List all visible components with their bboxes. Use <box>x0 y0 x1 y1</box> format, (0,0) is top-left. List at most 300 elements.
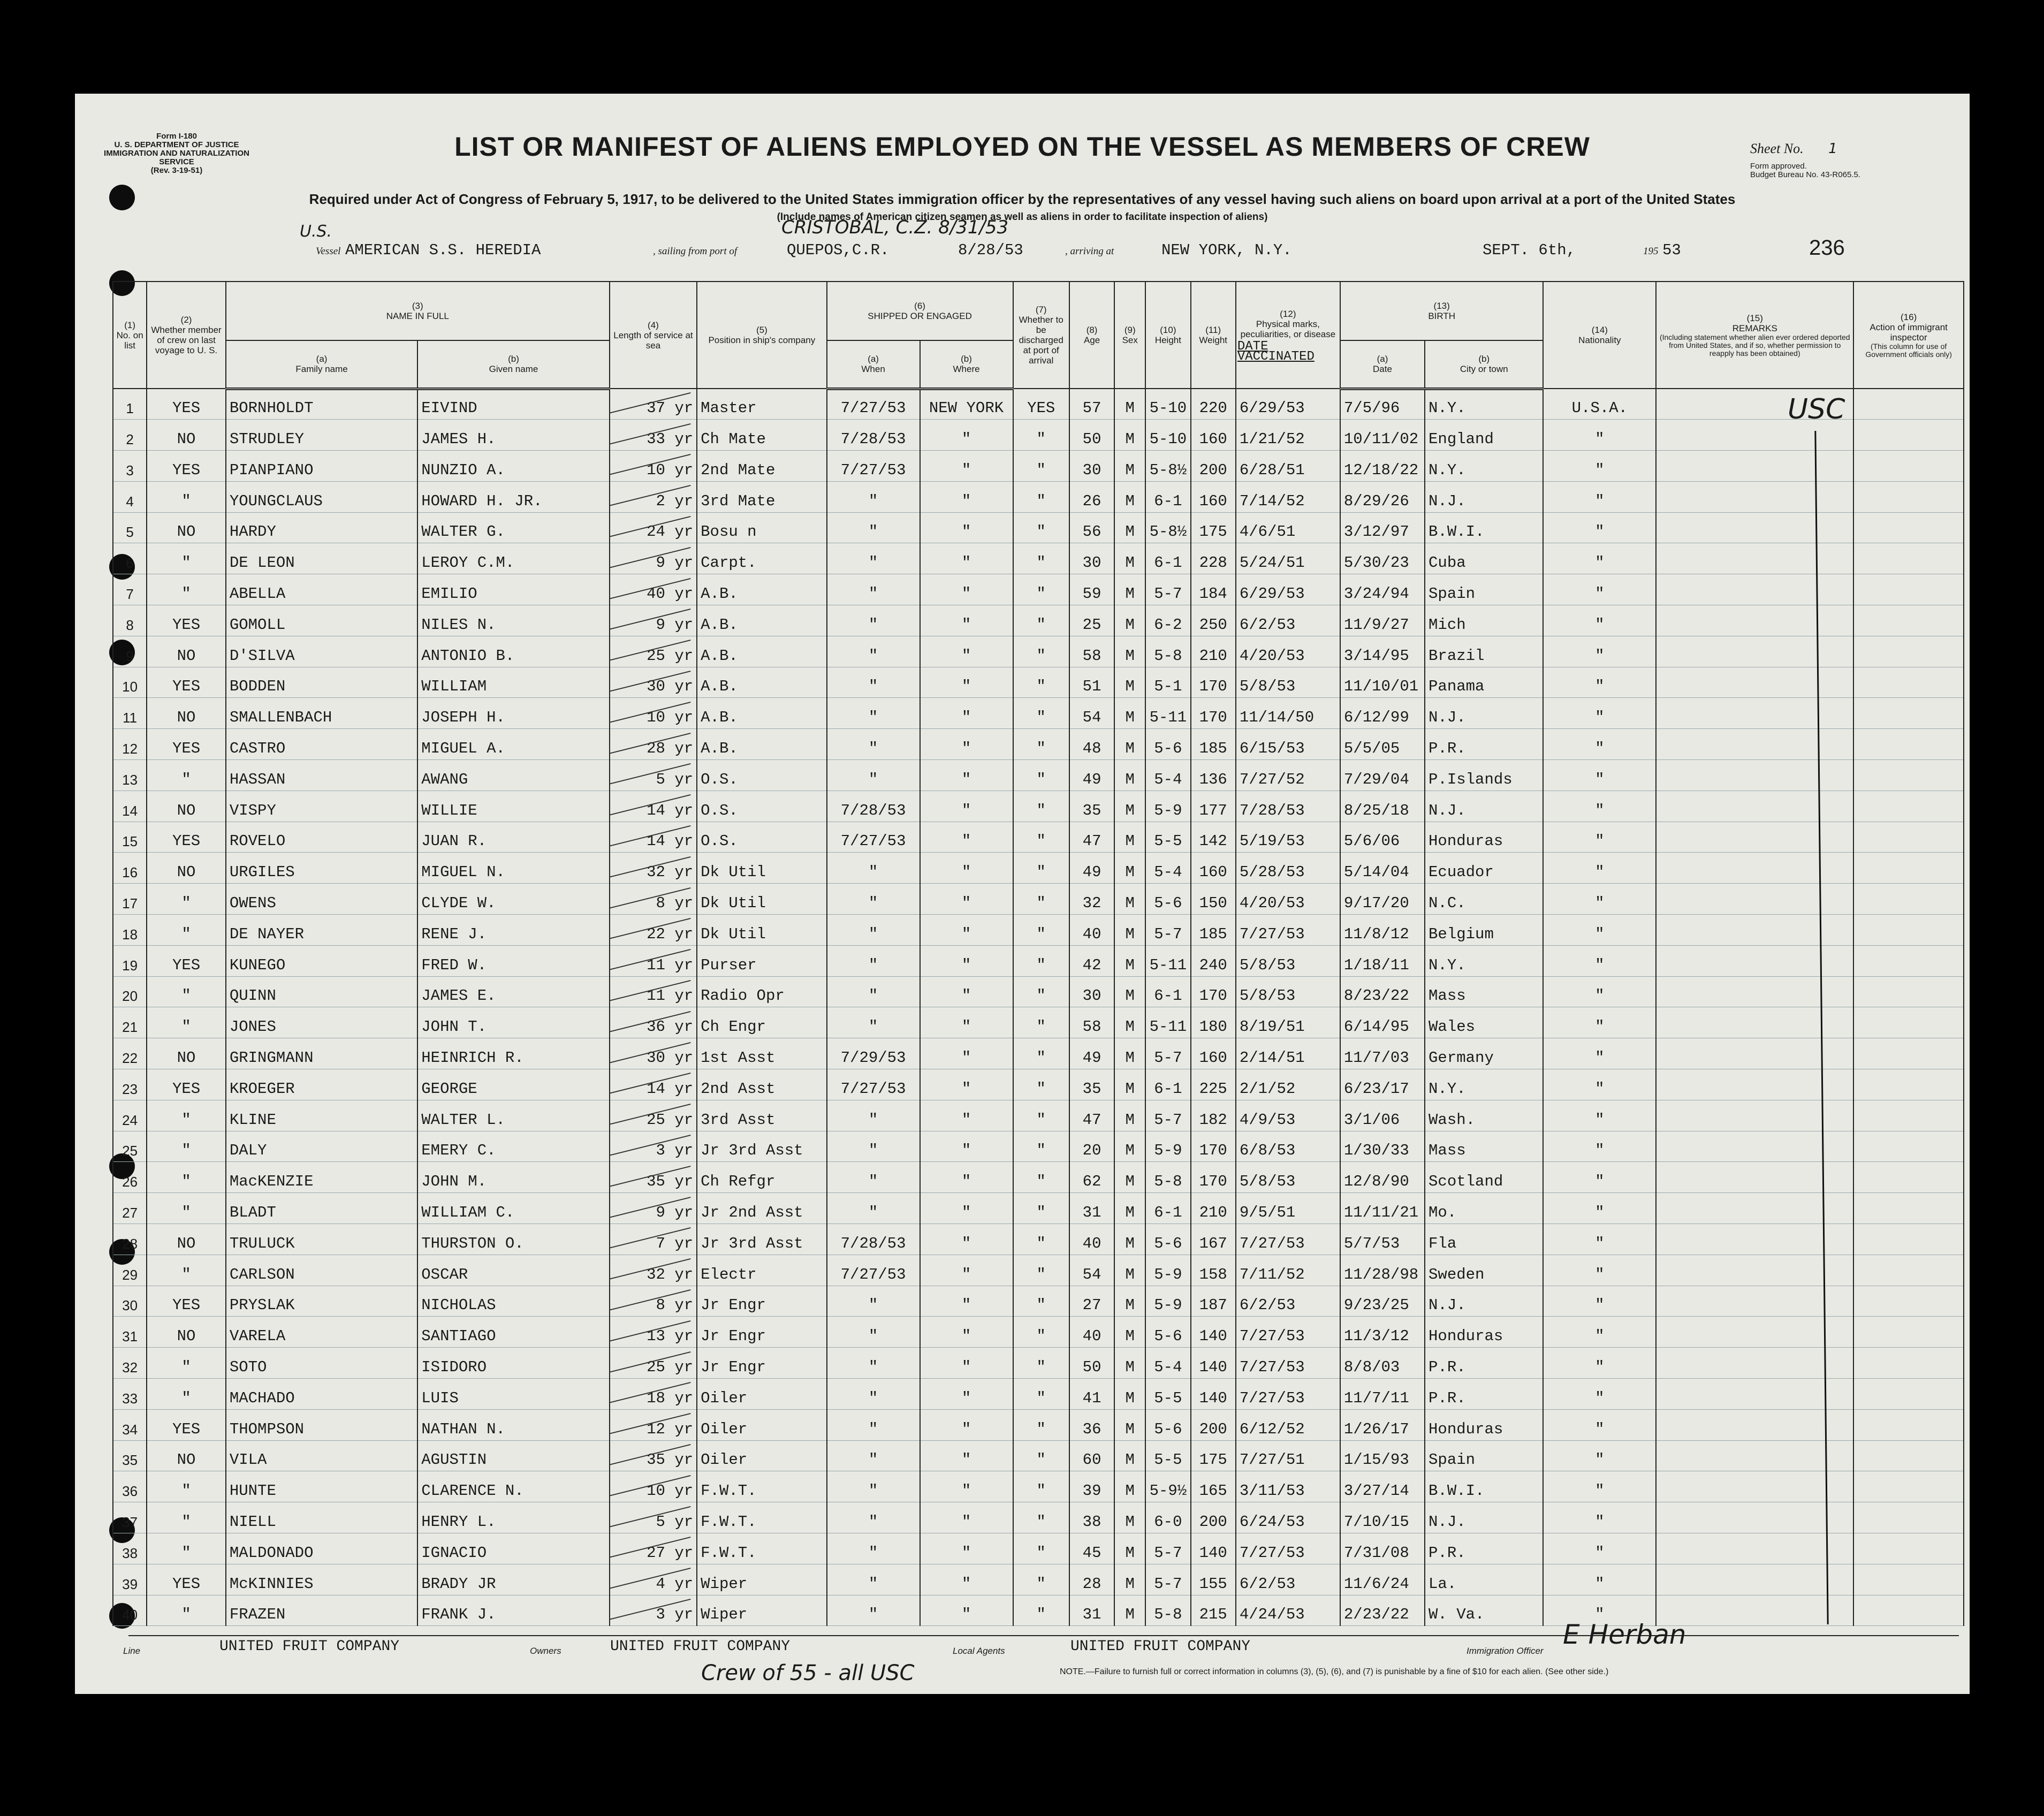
cell-length-of-service: 4 yr <box>610 1564 697 1595</box>
cell-last-voyage: YES <box>147 1286 226 1317</box>
column-header-height: (10) Height <box>1145 282 1190 389</box>
cell-position: Carpt. <box>697 543 826 574</box>
cell-family-name: CASTRO <box>226 729 417 760</box>
manifest-sheet <box>75 94 1970 1694</box>
cell-discharged: " <box>1013 760 1069 791</box>
cell-given-name: LEROY C.M. <box>417 543 609 574</box>
cell-shipped-when: " <box>827 853 920 884</box>
table-row <box>113 1100 1964 1131</box>
cell-height: 6-1 <box>1145 481 1190 512</box>
cell-position: Wiper <box>697 1595 826 1626</box>
column-header-physical-marks: (12) Physical marks, peculiarities, or disease DATE VACCINATED <box>1236 282 1340 389</box>
cell-length-of-service: 32 yr <box>610 1255 697 1286</box>
cell-last-voyage: YES <box>147 1409 226 1440</box>
cell-position: Jr Engr <box>697 1348 826 1379</box>
cell-nationality: " <box>1543 1533 1656 1564</box>
cell-given-name: EMERY C. <box>417 1131 609 1162</box>
cell-weight: 170 <box>1191 976 1236 1007</box>
cell-birth-date: 7/29/04 <box>1340 760 1425 791</box>
cell-remarks <box>1656 451 1853 482</box>
cell-height: 6-2 <box>1145 605 1190 636</box>
cell-height: 5-7 <box>1145 574 1190 605</box>
table-row <box>113 1502 1964 1533</box>
cell-age: 31 <box>1069 1595 1114 1626</box>
cell-length-of-service: 37 yr <box>610 389 697 420</box>
cell-row-number: 26 <box>113 1162 147 1193</box>
cell-discharged: " <box>1013 512 1069 543</box>
form-approval <box>1750 162 1860 179</box>
cell-shipped-when: " <box>827 1379 920 1410</box>
cell-nationality: " <box>1543 915 1656 946</box>
cell-birth-city: N.Y. <box>1425 389 1543 420</box>
cell-family-name: PIANPIANO <box>226 451 417 482</box>
cell-shipped-where: " <box>920 1440 1013 1471</box>
cell-shipped-where: " <box>920 1100 1013 1131</box>
cell-row-number: 38 <box>113 1533 147 1564</box>
cell-sex: M <box>1114 976 1145 1007</box>
cell-remarks <box>1656 822 1853 853</box>
cell-sex: M <box>1114 574 1145 605</box>
cell-last-voyage: NO <box>147 420 226 451</box>
cell-length-of-service: 25 yr <box>610 1100 697 1131</box>
cell-birth-city: N.J. <box>1425 481 1543 512</box>
cell-family-name: D'SILVA <box>226 636 417 667</box>
cell-nationality: " <box>1543 667 1656 698</box>
cell-family-name: McKINNIES <box>226 1564 417 1595</box>
cell-row-number: 15 <box>113 822 147 853</box>
cell-row-number: 24 <box>113 1100 147 1131</box>
cell-position: Ch Mate <box>697 420 826 451</box>
cell-family-name: VARELA <box>226 1317 417 1348</box>
cell-shipped-when: " <box>827 729 920 760</box>
cell-birth-date: 12/8/90 <box>1340 1162 1425 1193</box>
cell-date-vaccinated: 5/8/53 <box>1236 667 1340 698</box>
cell-shipped-when: 7/27/53 <box>827 389 920 420</box>
cell-shipped-when: " <box>827 760 920 791</box>
cell-given-name: JOHN M. <box>417 1162 609 1193</box>
cell-shipped-where: NEW YORK <box>920 389 1013 420</box>
cell-height: 5-8½ <box>1145 451 1190 482</box>
cell-position: A.B. <box>697 698 826 729</box>
cell-row-number: 4 <box>113 481 147 512</box>
table-row <box>113 1038 1964 1069</box>
cell-age: 45 <box>1069 1533 1114 1564</box>
cell-shipped-when: " <box>827 1409 920 1440</box>
cell-height: 5-7 <box>1145 1533 1190 1564</box>
cell-height: 5-5 <box>1145 1440 1190 1471</box>
cell-weight: 220 <box>1191 389 1236 420</box>
cell-remarks <box>1656 1100 1853 1131</box>
cell-birth-city: Scotland <box>1425 1162 1543 1193</box>
column-header-birth: (13) BIRTH <box>1340 282 1544 340</box>
cell-height: 5-8½ <box>1145 512 1190 543</box>
cell-birth-date: 11/6/24 <box>1340 1564 1425 1595</box>
cell-shipped-where: " <box>920 1595 1013 1626</box>
cell-sex: M <box>1114 481 1145 512</box>
cell-row-number: 30 <box>113 1286 147 1317</box>
cell-birth-city: Sweden <box>1425 1255 1543 1286</box>
cell-weight: 215 <box>1191 1595 1236 1626</box>
cell-birth-date: 1/30/33 <box>1340 1131 1425 1162</box>
cell-weight: 140 <box>1191 1348 1236 1379</box>
cell-shipped-when: " <box>827 945 920 976</box>
cell-date-vaccinated: 1/21/52 <box>1236 420 1340 451</box>
cell-age: 40 <box>1069 1317 1114 1348</box>
cell-date-vaccinated: 7/27/53 <box>1236 1379 1340 1410</box>
cell-height: 5-6 <box>1145 1409 1190 1440</box>
table-row <box>113 853 1964 884</box>
cell-length-of-service: 22 yr <box>610 915 697 946</box>
cell-birth-city: Fla <box>1425 1224 1543 1255</box>
cell-shipped-when: 7/27/53 <box>827 822 920 853</box>
cell-given-name: RENE J. <box>417 915 609 946</box>
cell-row-number: 27 <box>113 1193 147 1224</box>
cell-sex: M <box>1114 636 1145 667</box>
cell-birth-city: B.W.I. <box>1425 1471 1543 1502</box>
cell-position: A.B. <box>697 729 826 760</box>
cell-last-voyage: " <box>147 1100 226 1131</box>
cell-discharged: " <box>1013 945 1069 976</box>
cell-sex: M <box>1114 1533 1145 1564</box>
local-agents-label: Local Agents <box>953 1646 1005 1656</box>
cell-birth-city: Mass <box>1425 976 1543 1007</box>
cell-discharged: " <box>1013 915 1069 946</box>
cell-length-of-service: 30 yr <box>610 667 697 698</box>
cell-inspector-action <box>1853 1286 1964 1317</box>
cell-date-vaccinated: 7/27/53 <box>1236 1317 1340 1348</box>
cell-given-name: JOSEPH H. <box>417 698 609 729</box>
column-header-remarks: (15) REMARKS (Including statement whether alien ever ordered deported from United States, and if so, whether permission to reapply has been obtained) <box>1656 282 1853 389</box>
cell-inspector-action <box>1853 698 1964 729</box>
cell-age: 58 <box>1069 1007 1114 1038</box>
page-number: 236 <box>1809 236 1845 260</box>
service-name: IMMIGRATION AND NATURALIZATION SERVICE <box>104 149 249 166</box>
cell-length-of-service: 11 yr <box>610 945 697 976</box>
cell-last-voyage: " <box>147 884 226 915</box>
cell-row-number: 21 <box>113 1007 147 1038</box>
cell-nationality: " <box>1543 451 1656 482</box>
cell-shipped-when: " <box>827 1317 920 1348</box>
cell-birth-city: Wash. <box>1425 1100 1543 1131</box>
cell-inspector-action <box>1853 1595 1964 1626</box>
cell-position: F.W.T. <box>697 1533 826 1564</box>
cell-birth-city: P.R. <box>1425 1533 1543 1564</box>
budget-bureau-number: Budget Bureau No. 43-R065.5. <box>1750 170 1860 179</box>
cell-remarks <box>1656 976 1853 1007</box>
cell-weight: 175 <box>1191 1440 1236 1471</box>
cell-weight: 200 <box>1191 1502 1236 1533</box>
cell-family-name: BODDEN <box>226 667 417 698</box>
cell-date-vaccinated: 7/27/51 <box>1236 1440 1340 1471</box>
cell-weight: 140 <box>1191 1317 1236 1348</box>
cell-family-name: NIELL <box>226 1502 417 1533</box>
inspector-mark-handwritten: USC <box>1788 393 1845 425</box>
cell-age: 49 <box>1069 1038 1114 1069</box>
cell-family-name: SOTO <box>226 1348 417 1379</box>
cell-weight: 200 <box>1191 1409 1236 1440</box>
cell-weight: 170 <box>1191 667 1236 698</box>
cell-row-number: 22 <box>113 1038 147 1069</box>
cell-height: 5-5 <box>1145 1379 1190 1410</box>
inclusion-note: (Include names of American citizen seamen as well as aliens in order to facilitate inspection of aliens) <box>777 211 1268 223</box>
cell-sex: M <box>1114 1409 1145 1440</box>
cell-shipped-when: " <box>827 605 920 636</box>
cell-weight: 160 <box>1191 420 1236 451</box>
cell-given-name: AWANG <box>417 760 609 791</box>
cell-weight: 187 <box>1191 1286 1236 1317</box>
table-row <box>113 698 1964 729</box>
cell-nationality: " <box>1543 822 1656 853</box>
cell-position: Jr 2nd Asst <box>697 1193 826 1224</box>
cell-discharged: " <box>1013 1379 1069 1410</box>
cell-given-name: NILES N. <box>417 605 609 636</box>
cell-weight: 170 <box>1191 1162 1236 1193</box>
cell-birth-date: 5/7/53 <box>1340 1224 1425 1255</box>
cell-last-voyage: " <box>147 760 226 791</box>
cell-given-name: MIGUEL A. <box>417 729 609 760</box>
cell-shipped-where: " <box>920 636 1013 667</box>
column-header-nationality: (14) Nationality <box>1543 282 1656 389</box>
cell-nationality: " <box>1543 1286 1656 1317</box>
cell-position: O.S. <box>697 822 826 853</box>
cell-shipped-when: " <box>827 1286 920 1317</box>
cell-position: 1st Asst <box>697 1038 826 1069</box>
cell-date-vaccinated: 4/20/53 <box>1236 884 1340 915</box>
cell-nationality: " <box>1543 945 1656 976</box>
cell-length-of-service: 18 yr <box>610 1379 697 1410</box>
form-revision: (Rev. 3-19-51) <box>150 166 203 175</box>
cell-inspector-action <box>1853 760 1964 791</box>
cell-row-number: 37 <box>113 1502 147 1533</box>
cell-birth-date: 5/30/23 <box>1340 543 1425 574</box>
cell-discharged: " <box>1013 574 1069 605</box>
cell-given-name: HOWARD H. JR. <box>417 481 609 512</box>
cell-discharged: " <box>1013 1564 1069 1595</box>
cell-family-name: URGILES <box>226 853 417 884</box>
column-header-birth-date: (a) Date <box>1340 340 1425 389</box>
table-row <box>113 605 1964 636</box>
cell-birth-date: 3/27/14 <box>1340 1471 1425 1502</box>
cell-given-name: ANTONIO B. <box>417 636 609 667</box>
cell-sex: M <box>1114 884 1145 915</box>
cell-birth-date: 8/23/22 <box>1340 976 1425 1007</box>
column-header-family-name: (a) Family name <box>226 340 417 389</box>
cell-position: Jr Engr <box>697 1286 826 1317</box>
cell-discharged: " <box>1013 1502 1069 1533</box>
cell-remarks <box>1656 760 1853 791</box>
cell-shipped-where: " <box>920 915 1013 946</box>
cell-last-voyage: NO <box>147 791 226 822</box>
cell-weight: 170 <box>1191 698 1236 729</box>
cell-discharged: " <box>1013 791 1069 822</box>
cell-height: 5-6 <box>1145 729 1190 760</box>
cell-inspector-action <box>1853 915 1964 946</box>
cell-height: 5-4 <box>1145 1348 1190 1379</box>
cell-birth-date: 7/5/96 <box>1340 389 1425 420</box>
cell-row-number: 25 <box>113 1131 147 1162</box>
cell-birth-date: 11/3/12 <box>1340 1317 1425 1348</box>
table-row <box>113 481 1964 512</box>
cell-row-number: 6 <box>113 543 147 574</box>
cell-discharged: " <box>1013 1224 1069 1255</box>
cell-sex: M <box>1114 1379 1145 1410</box>
cell-height: 5-8 <box>1145 1162 1190 1193</box>
cell-birth-date: 5/6/06 <box>1340 822 1425 853</box>
cell-height: 6-1 <box>1145 1069 1190 1100</box>
crew-total-handwritten: Crew of 55 - all USC <box>701 1661 915 1685</box>
cell-discharged: " <box>1013 1409 1069 1440</box>
cell-shipped-when: 7/29/53 <box>827 1038 920 1069</box>
cell-discharged: " <box>1013 853 1069 884</box>
cell-birth-city: Belgium <box>1425 915 1543 946</box>
cell-age: 56 <box>1069 512 1114 543</box>
crew-rows <box>113 389 1964 1626</box>
cell-remarks <box>1656 1038 1853 1069</box>
cell-position: A.B. <box>697 667 826 698</box>
cell-height: 5-5 <box>1145 822 1190 853</box>
departure-date: 8/28/53 <box>958 241 1023 259</box>
cell-shipped-when: " <box>827 1564 920 1595</box>
cell-family-name: GOMOLL <box>226 605 417 636</box>
cell-shipped-when: " <box>827 1007 920 1038</box>
cell-age: 57 <box>1069 389 1114 420</box>
cell-shipped-where: " <box>920 853 1013 884</box>
sheet-number-label: Sheet No. <box>1750 141 1804 156</box>
cell-weight: 160 <box>1191 853 1236 884</box>
cell-last-voyage: " <box>147 1502 226 1533</box>
cell-row-number: 34 <box>113 1409 147 1440</box>
cell-birth-city: P.Islands <box>1425 760 1543 791</box>
table-row <box>113 1564 1964 1595</box>
cell-shipped-when: " <box>827 1131 920 1162</box>
cell-weight: 180 <box>1191 1007 1236 1038</box>
cell-discharged: " <box>1013 481 1069 512</box>
cell-age: 35 <box>1069 791 1114 822</box>
cell-position: Purser <box>697 945 826 976</box>
cell-position: 2nd Asst <box>697 1069 826 1100</box>
cell-height: 5-11 <box>1145 945 1190 976</box>
table-row <box>113 1471 1964 1502</box>
cell-nationality: " <box>1543 760 1656 791</box>
cell-weight: 140 <box>1191 1379 1236 1410</box>
cell-discharged: YES <box>1013 389 1069 420</box>
cell-birth-date: 1/26/17 <box>1340 1409 1425 1440</box>
cell-remarks <box>1656 884 1853 915</box>
cell-birth-city: N.Y. <box>1425 1069 1543 1100</box>
cell-row-number: 3 <box>113 451 147 482</box>
cell-birth-date: 11/11/21 <box>1340 1193 1425 1224</box>
cell-shipped-where: " <box>920 1379 1013 1410</box>
cell-last-voyage: " <box>147 1595 226 1626</box>
cell-age: 26 <box>1069 481 1114 512</box>
cell-last-voyage: NO <box>147 512 226 543</box>
cell-given-name: OSCAR <box>417 1255 609 1286</box>
cell-length-of-service: 33 yr <box>610 420 697 451</box>
column-header-weight: (11) Weight <box>1191 282 1236 389</box>
column-header-name: (3) NAME IN FULL <box>226 282 610 340</box>
cell-last-voyage: YES <box>147 1069 226 1100</box>
departure-port: QUEPOS,C.R. <box>787 241 890 259</box>
line-company: UNITED FRUIT COMPANY <box>219 1638 400 1655</box>
column-header-position: (5) Position in ship's company <box>697 282 826 389</box>
cell-discharged: " <box>1013 1471 1069 1502</box>
cell-shipped-where: " <box>920 884 1013 915</box>
cell-length-of-service: 36 yr <box>610 1007 697 1038</box>
cell-age: 58 <box>1069 636 1114 667</box>
cell-last-voyage: YES <box>147 389 226 420</box>
cell-family-name: KLINE <box>226 1100 417 1131</box>
cell-remarks <box>1656 605 1853 636</box>
cell-nationality: " <box>1543 1255 1656 1286</box>
cell-inspector-action <box>1853 1502 1964 1533</box>
cell-birth-city: Mass <box>1425 1131 1543 1162</box>
cell-height: 5-9½ <box>1145 1471 1190 1502</box>
cell-family-name: HARDY <box>226 512 417 543</box>
cell-age: 50 <box>1069 420 1114 451</box>
cell-shipped-when: " <box>827 636 920 667</box>
cell-row-number: 32 <box>113 1348 147 1379</box>
cell-inspector-action <box>1853 605 1964 636</box>
cell-given-name: CLYDE W. <box>417 884 609 915</box>
cell-sex: M <box>1114 1502 1145 1533</box>
table-row <box>113 1193 1964 1224</box>
cell-nationality: " <box>1543 512 1656 543</box>
cell-discharged: " <box>1013 1255 1069 1286</box>
requirement-statement: Required under Act of Congress of February 5, 1917, to be delivered to the United States immigration officer by the representatives of any vessel having such aliens on board upon arrival at a port of the United States <box>309 191 1736 207</box>
cell-height: 5-11 <box>1145 1007 1190 1038</box>
cell-age: 54 <box>1069 698 1114 729</box>
cell-inspector-action <box>1853 636 1964 667</box>
penalty-note: NOTE.—Failure to furnish full or correct information in columns (3), (5), (6), and (7) is punishable by a fine of $10 for each alien. (See other side.) <box>1060 1667 1609 1676</box>
cell-date-vaccinated: 7/27/52 <box>1236 760 1340 791</box>
cell-nationality: " <box>1543 1069 1656 1100</box>
cell-length-of-service: 27 yr <box>610 1533 697 1564</box>
cell-birth-date: 11/8/12 <box>1340 915 1425 946</box>
cell-row-number: 12 <box>113 729 147 760</box>
cell-inspector-action <box>1853 420 1964 451</box>
cell-shipped-when: 7/28/53 <box>827 420 920 451</box>
cell-birth-city: N.Y. <box>1425 451 1543 482</box>
column-header-shipped: (6) SHIPPED OR ENGAGED <box>827 282 1013 340</box>
cell-date-vaccinated: 7/27/53 <box>1236 1533 1340 1564</box>
table-row <box>113 729 1964 760</box>
cell-shipped-where: " <box>920 976 1013 1007</box>
cell-remarks <box>1656 1069 1853 1100</box>
table-row <box>113 1348 1964 1379</box>
cell-family-name: HUNTE <box>226 1471 417 1502</box>
cell-last-voyage: " <box>147 1379 226 1410</box>
cell-position: 3rd Asst <box>697 1100 826 1131</box>
cell-age: 30 <box>1069 543 1114 574</box>
table-row <box>113 1007 1964 1038</box>
cell-position: 3rd Mate <box>697 481 826 512</box>
cell-remarks <box>1656 1502 1853 1533</box>
cell-given-name: GEORGE <box>417 1069 609 1100</box>
cell-inspector-action <box>1853 1038 1964 1069</box>
vessel-name: AMERICAN S.S. HEREDIA <box>345 241 541 259</box>
cell-shipped-where: " <box>920 543 1013 574</box>
cell-remarks <box>1656 1409 1853 1440</box>
cell-date-vaccinated: 6/8/53 <box>1236 1131 1340 1162</box>
table-row <box>113 574 1964 605</box>
cell-shipped-where: " <box>920 1224 1013 1255</box>
cell-shipped-when: " <box>827 1162 920 1193</box>
cell-height: 5-9 <box>1145 791 1190 822</box>
cell-last-voyage: YES <box>147 667 226 698</box>
cell-age: 20 <box>1069 1131 1114 1162</box>
cell-length-of-service: 11 yr <box>610 976 697 1007</box>
cell-inspector-action <box>1853 543 1964 574</box>
